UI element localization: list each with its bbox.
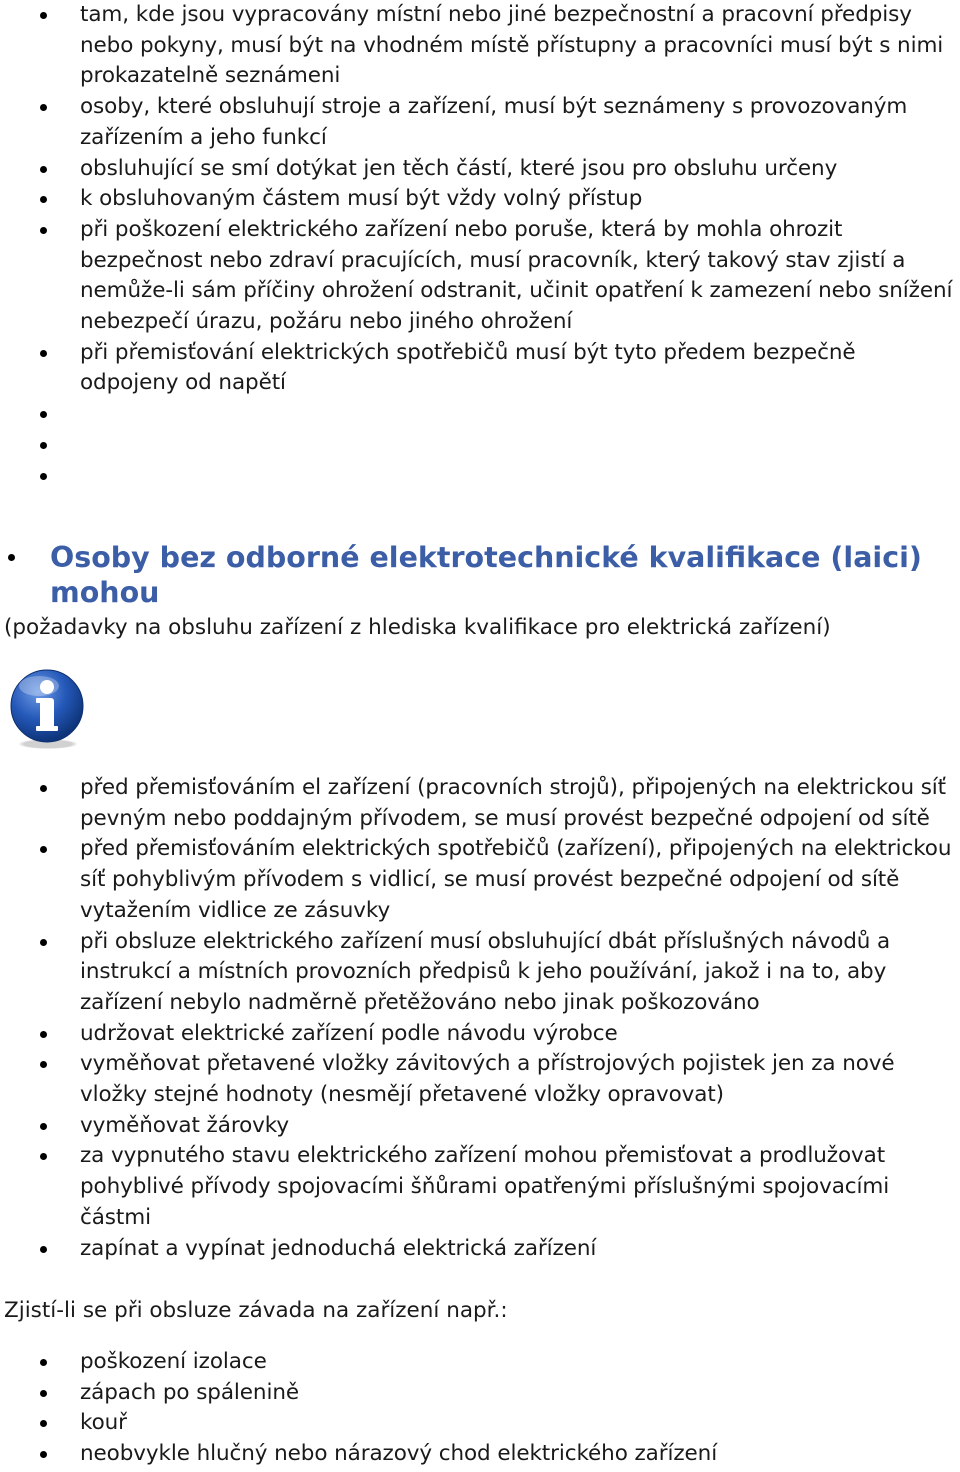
fault-intro: Zjistí-li se při obsluze závada na zařízení např.:: [4, 1298, 508, 1323]
list-item: udržovat elektrické zařízení podle návodu výrobce: [0, 1019, 960, 1050]
empty-list-item: [0, 430, 960, 461]
section-subtitle: (požadavky na obsluhu zařízení z hlediska kvalifikace pro elektrická zařízení): [4, 615, 831, 640]
section-title: Osoby bez odborné elektrotechnické kvalifikace (laici) mohou: [0, 540, 960, 610]
list-item: poškození izolace: [0, 1347, 960, 1378]
rules-list: [0, 0, 960, 491]
list-item: zapínat a vypínat jednoduchá elektrická zařízení: [0, 1234, 960, 1265]
empty-list-item: [0, 461, 960, 492]
section-heading: [0, 540, 960, 610]
list-item: k obsluhovaným částem musí být vždy volný přístup: [0, 184, 960, 215]
list-item: zápach po spálenině: [0, 1378, 960, 1409]
list-item: před přemisťováním el zařízení (pracovních strojů), připojených na elektrickou síť pevným nebo poddajným přívodem, se musí provést bezpečné odpojení od sítě: [0, 773, 960, 834]
list-item: při obsluze elektrického zařízení musí obsluhující dbát příslušných návodů a instrukcí a místních provozních předpisů k jeho používání, jakož i na to, aby zařízení nebylo nadměrně přetěžováno nebo jinak poškozováno: [0, 927, 960, 1019]
list-item: při poškození elektrického zařízení nebo poruše, která by mohla ohrozit bezpečnost nebo zdraví pracujících, musí pracovník, který takový stav zjistí a nemůže-li sám příčiny ohrožení odstranit, učinit opatření k zamezení nebo snížení nebezpečí úrazu, požáru nebo jiného ohrožení: [0, 215, 960, 338]
info-icon: [6, 668, 88, 750]
fault-list: [0, 1347, 960, 1470]
list-item: tam, kde jsou vypracovány místní nebo jiné bezpečnostní a pracovní předpisy nebo pokyny, musí být na vhodném místě přístupny a pracovníci musí být s nimi prokazatelně seznámeni: [0, 0, 960, 92]
list-item: při přemisťování elektrických spotřebičů musí být tyto předem bezpečně odpojeny od napětí: [0, 338, 960, 399]
list-item: neobvykle hlučný nebo nárazový chod elektrického zařízení: [0, 1439, 960, 1470]
list-item: osoby, které obsluhují stroje a zařízení, musí být seznámeny s provozovaným zařízením a jeho funkcí: [0, 92, 960, 153]
list-item: obsluhující se smí dotýkat jen těch částí, které jsou pro obsluhu určeny: [0, 154, 960, 185]
list-item: vyměňovat žárovky: [0, 1111, 960, 1142]
list-item: vyměňovat přetavené vložky závitových a přístrojových pojistek jen za nové vložky stejné hodnoty (nesmějí přetavené vložky opravovat): [0, 1049, 960, 1110]
empty-list-item: [0, 399, 960, 430]
allowed-actions-list: [0, 773, 960, 1264]
list-item: před přemisťováním elektrických spotřebičů (zařízení), připojených na elektrickou síť pohyblivým přívodem s vidlicí, se musí provést bezpečné odpojení od sítě vytažením vidlice ze zásuvky: [0, 834, 960, 926]
list-item: za vypnutého stavu elektrického zařízení mohou přemisťovat a prodlužovat pohyblivé přívody spojovacími šňůrami opatřenými příslušnými spojovacími částmi: [0, 1141, 960, 1233]
list-item: kouř: [0, 1408, 960, 1439]
